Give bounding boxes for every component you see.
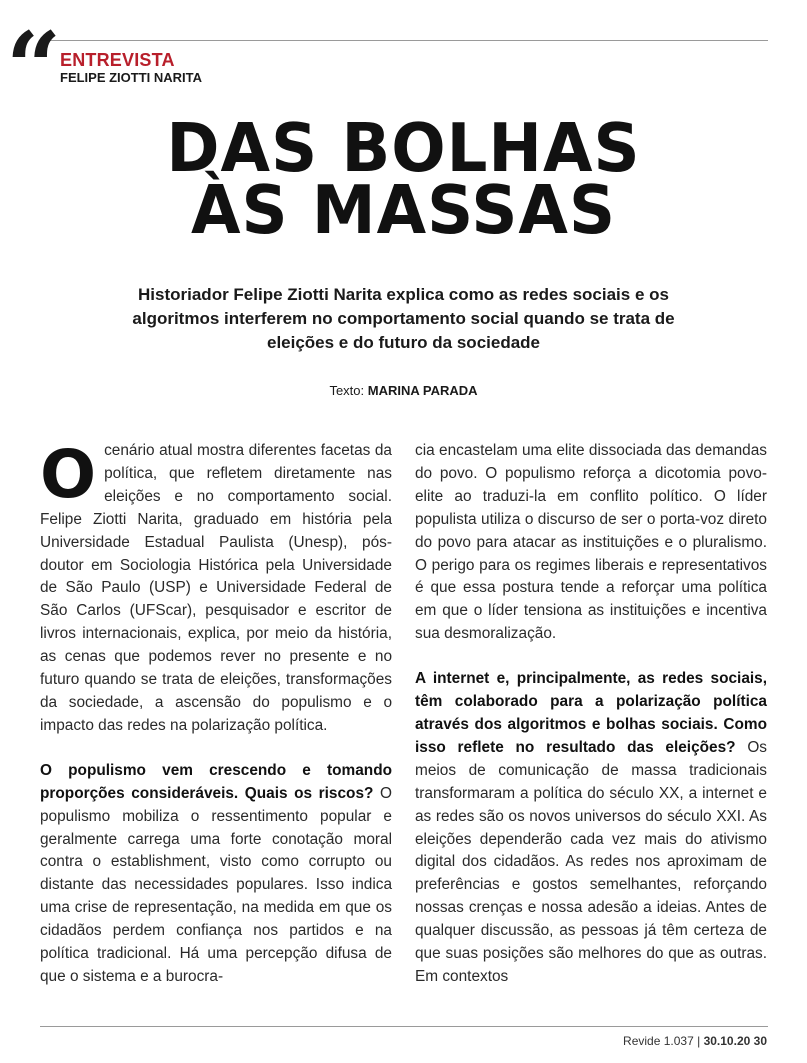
footer-date: 30.10.20 <box>703 1034 751 1048</box>
footer-separator: | <box>697 1034 701 1048</box>
byline-author: MARINA PARADA <box>367 383 478 398</box>
section-header <box>60 50 202 86</box>
bottom-rule <box>40 1026 768 1027</box>
byline-label: Texto: <box>329 383 365 398</box>
answer-1-continued: cia encastelam uma elite dissociada das demandas do povo. O populismo reforça a dicotomia povo-elite ao traduzi-la em conflito político. O líder populista utiliza o discurso de ser o porta-voz direto do povo para atacar as instituições e o pluralismo. O perigo para os regimes liberais e representativos é que essa postura tende a reforçar uma política em que o líder tensiona as instituições e incentiva sua desmoralização. <box>415 442 767 643</box>
answer-1-left: O populismo mobiliza o ressentimento popular e geralmente carrega uma forte conotação moral contra o establishment, visto como corrupto ou distante das necessidades populares. Isso indica uma crise de representação, na medida em que os cidadãos perdem confiança nos partidos e na política tradicional. Há uma percepção difusa de que o sistema e a burocra- <box>40 784 392 985</box>
question-1: O populismo vem crescendo e tomando proporções consideráveis. Quais os riscos? <box>40 761 392 802</box>
page-footer <box>623 1034 767 1048</box>
footer-magazine: Revide 1.037 <box>623 1034 694 1048</box>
page-number: 30 <box>753 1034 767 1048</box>
byline <box>0 383 807 398</box>
quote-icon: “ <box>6 11 54 124</box>
answer-2: Os meios de comunicação de massa tradicionais transformaram a política do século XX, a internet e as redes são os novos universos do século XXI. As eleições dependerão cada vez mais do ativismo digital dos cidadãos. As redes nos aproximam de preferências e gostos semelhantes, reforçando nossas crenças e nossa adesão a ideias. Antes de qualquer discussão, as pessoas já têm certeza de que suas posições são melhores do que as outras. Em contextos <box>415 738 767 985</box>
interviewee-name: FELIPE ZIOTTI NARITA <box>60 70 203 85</box>
question-2: A internet e, principalmente, as redes sociais, têm colaborado para a polarização política através dos algoritmos e bolhas sociais. Como isso reflete no resultado das eleições? <box>415 670 767 756</box>
title-line-2: ÀS MASSAS <box>190 172 617 250</box>
subtitle: Historiador Felipe Ziotti Narita explica como as redes sociais e os algoritmos interferem no comportamento social quando se trata de eleições e do futuro da sociedade <box>132 285 675 352</box>
column-left <box>40 436 392 989</box>
intro-text: cenário atual mostra diferentes facetas da política, que refletem diretamente nas eleições e no comportamento social. Felipe Ziotti Narita, graduado em história pela Universidade Estadual Paulista (Unesp), pós-doutor em Sociologia Histórica pela Universidade de São Paulo (USP) e Universidade Federal de São Carlos (UFScar), pesquisador e escritor de livros internacionais, explica, por meio da história, as cenas que podemos rever no presente e no futuro quando se trata de eleições, transformações da sociedade, a ascensão do populismo e o impacto das redes na polarização política. <box>40 442 392 734</box>
title-line-1: DAS BOLHAS <box>166 110 641 188</box>
qa-2 <box>415 668 767 989</box>
intro-paragraph <box>40 436 392 738</box>
column-right <box>415 440 767 989</box>
section-label: ENTREVISTA <box>60 50 175 70</box>
top-rule <box>40 40 768 41</box>
qa-1 <box>40 760 392 989</box>
dropcap: O <box>40 436 97 513</box>
page-title <box>0 110 807 250</box>
